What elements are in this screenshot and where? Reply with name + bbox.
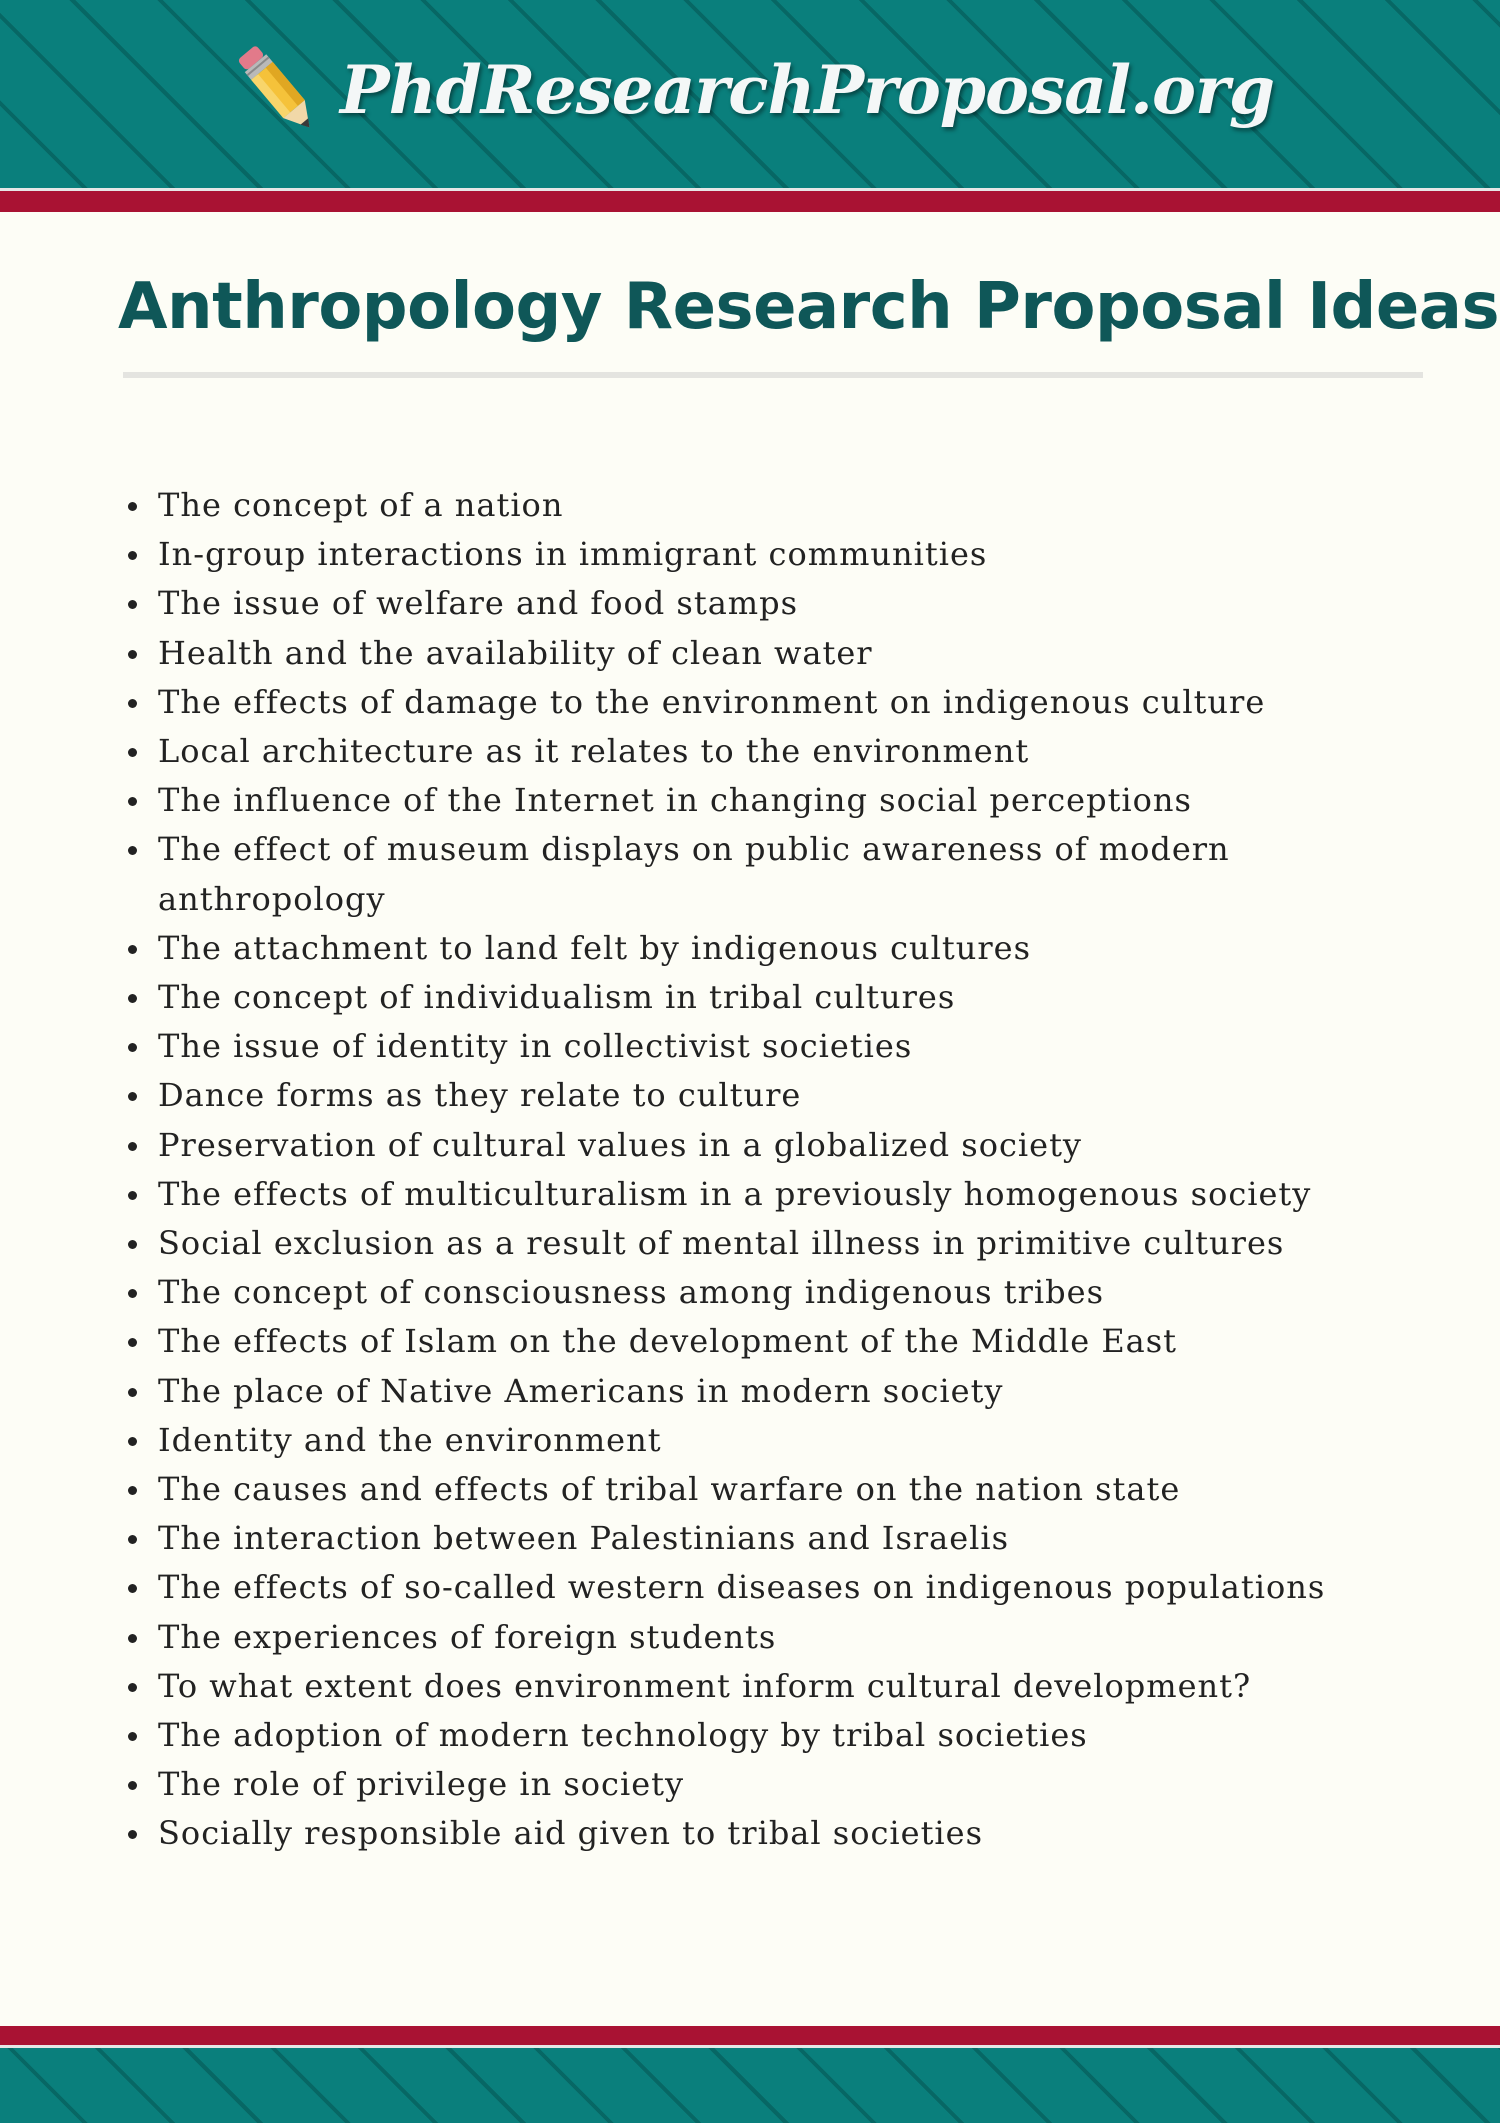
list-item: The experiences of foreign students: [158, 1613, 1398, 1662]
list-item: Health and the availability of clean water: [158, 629, 1398, 678]
list-item: The role of privilege in society: [158, 1760, 1398, 1809]
list-item: The attachment to land felt by indigenous cultures: [158, 924, 1398, 973]
page-title: Anthropology Research Proposal Ideas: [118, 270, 1500, 344]
list-item: The effects of Islam on the development of the Middle East: [158, 1317, 1398, 1366]
list-item: The concept of consciousness among indigenous tribes: [158, 1268, 1398, 1317]
site-name: PhdResearchProposal.org: [340, 51, 1274, 129]
topic-list: [118, 481, 1398, 1859]
list-item: The issue of identity in collectivist societies: [158, 1022, 1398, 1071]
list-item: Preservation of cultural values in a globalized society: [158, 1121, 1398, 1170]
list-item: The effects of multiculturalism in a previously homogenous society: [158, 1170, 1398, 1219]
list-item: The interaction between Palestinians and Israelis: [158, 1514, 1398, 1563]
list-item: The effects of damage to the environment on indigenous culture: [158, 678, 1398, 727]
list-item: Identity and the environment: [158, 1416, 1398, 1465]
footer-stripe: [0, 2026, 1500, 2048]
list-item: Local architecture as it relates to the environment: [158, 727, 1398, 776]
list-item: In-group interactions in immigrant communities: [158, 530, 1398, 579]
list-item: The effect of museum displays on public awareness of modern anthropology: [158, 825, 1398, 923]
footer-banner: [0, 2048, 1500, 2123]
list-item: The place of Native Americans in modern society: [158, 1367, 1398, 1416]
list-item: The causes and effects of tribal warfare on the nation state: [158, 1465, 1398, 1514]
pencil-icon: [228, 35, 328, 145]
list-item: The influence of the Internet in changing social perceptions: [158, 776, 1398, 825]
list-item: The adoption of modern technology by tribal societies: [158, 1711, 1398, 1760]
list-item: The concept of a nation: [158, 481, 1398, 530]
list-item: Socially responsible aid given to tribal societies: [158, 1809, 1398, 1858]
site-logo[interactable]: [228, 30, 1274, 150]
list-item: Dance forms as they relate to culture: [158, 1071, 1398, 1120]
list-item: The effects of so-called western diseases on indigenous populations: [158, 1563, 1398, 1612]
list-item: The concept of individualism in tribal cultures: [158, 973, 1398, 1022]
list-item: To what extent does environment inform cultural development?: [158, 1662, 1398, 1711]
list-item: The issue of welfare and food stamps: [158, 579, 1398, 628]
title-divider: [123, 372, 1423, 378]
header-banner: [0, 0, 1500, 188]
list-item: Social exclusion as a result of mental illness in primitive cultures: [158, 1219, 1398, 1268]
header-stripe: [0, 188, 1500, 212]
